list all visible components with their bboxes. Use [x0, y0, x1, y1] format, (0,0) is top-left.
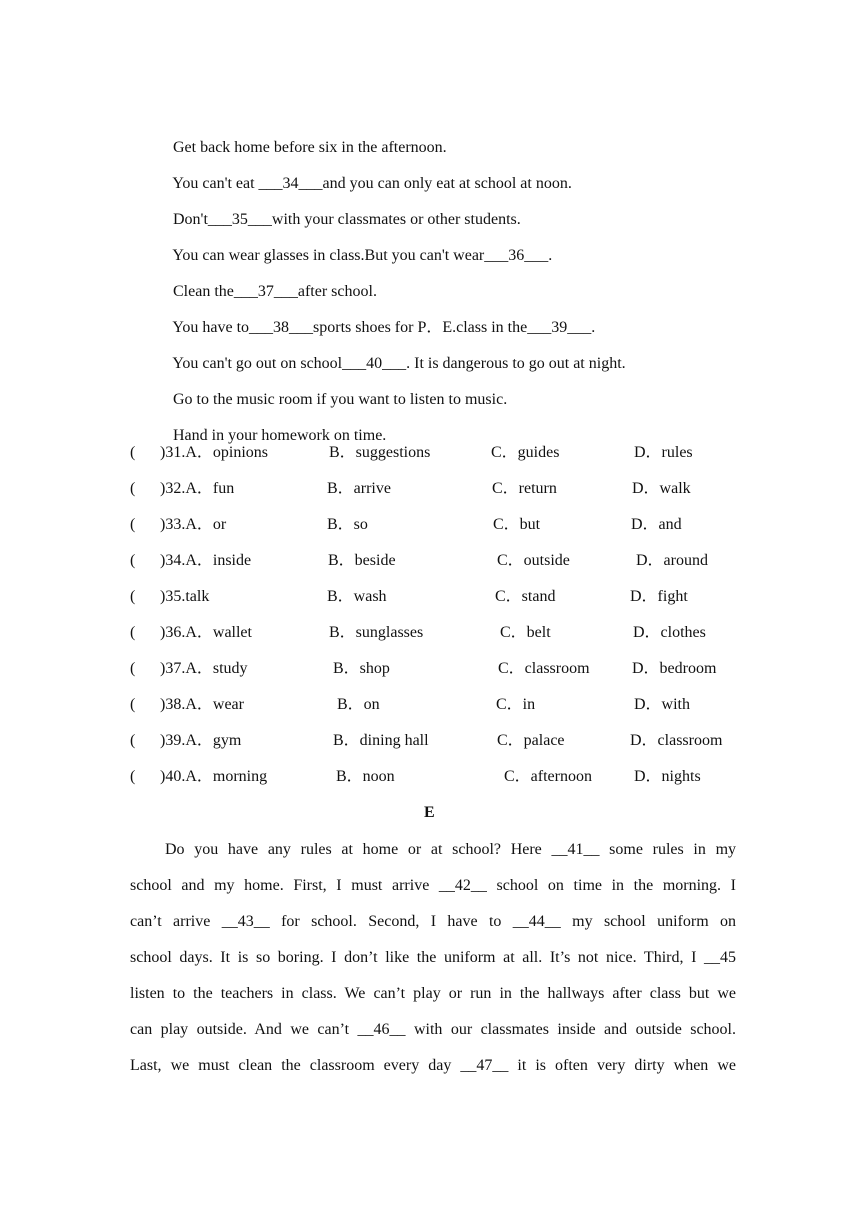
answer-paren: ( [130, 480, 136, 497]
option-a: )31.A．opinions [160, 444, 269, 461]
option-a: )33.A．or [160, 516, 227, 533]
passage-line [130, 876, 736, 896]
option-d: D．classroom [630, 732, 723, 749]
rule-line [165, 370, 507, 410]
blank-43: __43__ [221, 913, 270, 930]
passage-text: school on time in the morning. I [486, 877, 737, 894]
rule-line [165, 190, 521, 230]
passage-line [130, 912, 736, 932]
option-d: D．around [636, 552, 708, 569]
passage-line [130, 984, 736, 1004]
rule-line [165, 298, 595, 338]
option-b: B．suggestions [329, 444, 431, 461]
rule-text: after school. [297, 283, 377, 300]
blank-41: __41__ [551, 841, 600, 858]
passage-text: for school. Second, I have to [269, 913, 513, 930]
option-d: D．bedroom [632, 660, 717, 677]
passage-text: my school uniform on [560, 913, 736, 930]
rule-text: with your classmates or other students. [271, 211, 521, 228]
option-c: C．belt [500, 624, 551, 641]
rule-line [165, 118, 447, 158]
passage-text: school days. It is so boring. I don’t like the uniform at all. It’s not nice. Third, I [130, 949, 704, 966]
option-c: C．but [493, 516, 541, 533]
passage-text: school and my home. First, I must arrive [130, 877, 439, 894]
option-a: )37.A．study [160, 660, 248, 677]
rule-line [165, 154, 572, 194]
passage-text: Do you have any rules at home or at school? Here [165, 841, 552, 858]
passage-text: listen to the teachers in class. We can’t play or run in the hallways after class but we [130, 985, 736, 1002]
option-a: )32.A．fun [160, 480, 235, 497]
answer-paren: ( [130, 696, 136, 713]
option-a: )35.talk [160, 588, 210, 605]
answer-paren: ( [130, 552, 136, 569]
option-d: D．clothes [633, 624, 706, 641]
option-b: B．wash [327, 588, 387, 605]
rule-text: You can't eat [172, 175, 259, 192]
option-c: C．afternoon [504, 768, 592, 785]
option-c: C．stand [495, 588, 556, 605]
option-c: C．classroom [498, 660, 590, 677]
passage-text: can play outside. And we can’t [130, 1021, 358, 1038]
rule-text: You can't go out on school [172, 355, 343, 372]
rule-text: Clean the [173, 283, 234, 300]
section-title: E [424, 804, 435, 821]
answer-paren: ( [130, 660, 136, 677]
blank-44: __44__ [512, 913, 561, 930]
answer-paren: ( [130, 516, 136, 533]
option-b: B．on [337, 696, 380, 713]
blank-39: ___39___ [527, 319, 592, 336]
option-b: B．arrive [327, 480, 391, 497]
rule-text: Get back home before six in the afternoon. [173, 139, 447, 156]
answer-paren: ( [130, 732, 136, 749]
option-a: )38.A．wear [160, 696, 244, 713]
option-d: D．nights [634, 768, 701, 785]
answer-paren: ( [130, 768, 136, 785]
option-c: C．palace [497, 732, 565, 749]
rule-text: Go to the music room if you want to listen to music. [173, 391, 508, 408]
blank-40: ___40___ [342, 355, 407, 372]
answer-paren: ( [130, 624, 136, 641]
passage-text: it is often very dirty when we [508, 1057, 736, 1074]
rule-line [165, 226, 552, 266]
blank-47: __47__ [460, 1057, 509, 1074]
answer-paren: ( [130, 444, 136, 461]
option-d: D．rules [634, 444, 693, 461]
option-b: B．dining hall [333, 732, 429, 749]
rule-text: sports shoes for P．E.class in the [313, 319, 528, 336]
option-c: C．return [492, 480, 557, 497]
option-b: B．beside [328, 552, 396, 569]
option-c: C．guides [491, 444, 560, 461]
option-b: B．sunglasses [329, 624, 424, 641]
rule-text: Don't [173, 211, 208, 228]
option-d: D．fight [630, 588, 688, 605]
passage-line [130, 1020, 736, 1040]
option-d: D．walk [632, 480, 691, 497]
rule-text: and you can only eat at school at noon. [322, 175, 572, 192]
option-a: )39.A．gym [160, 732, 242, 749]
option-a: )34.A．inside [160, 552, 252, 569]
passage-line [130, 1056, 736, 1076]
rule-text: . [548, 247, 553, 264]
option-a: )40.A．morning [160, 768, 268, 785]
blank-38: ___38___ [249, 319, 314, 336]
blank-34: ___34___ [258, 175, 323, 192]
rule-text: . [591, 319, 596, 336]
rule-text: You have to [172, 319, 250, 336]
answer-paren: ( [130, 588, 136, 605]
passage-text: Last, we must clean the classroom every day [130, 1057, 461, 1074]
option-c: C．outside [497, 552, 570, 569]
blank-35: ___35___ [207, 211, 272, 228]
rule-text: . It is dangerous to go out at night. [406, 355, 626, 372]
option-c: C．in [496, 696, 536, 713]
blank-45: __45 [704, 949, 736, 966]
rule-line [165, 334, 626, 374]
rule-text: You can wear glasses in class.But you can't wear [172, 247, 485, 264]
passage-text: with our classmates inside and outside school. [405, 1021, 737, 1038]
option-b: B．shop [333, 660, 390, 677]
blank-46: __46__ [357, 1021, 406, 1038]
blank-37: ___37___ [233, 283, 298, 300]
passage-text: can’t arrive [130, 913, 222, 930]
rule-line [165, 262, 377, 302]
option-b: B．so [327, 516, 368, 533]
option-b: B．noon [336, 768, 395, 785]
rule-line [165, 406, 386, 446]
blank-36: ___36___ [484, 247, 549, 264]
blank-42: __42__ [438, 877, 487, 894]
passage-line [130, 948, 736, 968]
option-d: D．with [634, 696, 691, 713]
rule-text: Hand in your homework on time. [173, 427, 387, 444]
option-d: D．and [631, 516, 682, 533]
passage-line [165, 840, 736, 860]
passage-text: some rules in my [599, 841, 737, 858]
option-a: )36.A．wallet [160, 624, 252, 641]
